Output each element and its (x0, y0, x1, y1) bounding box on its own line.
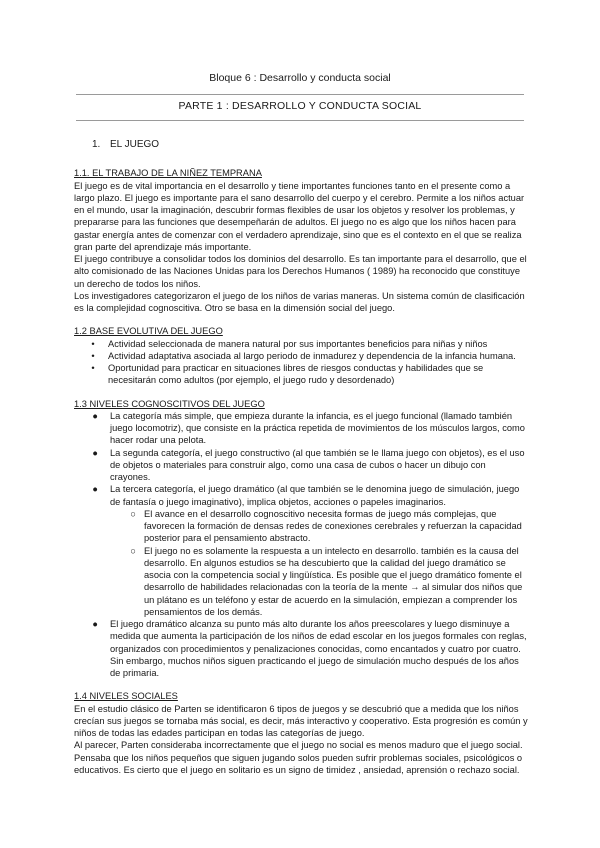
block-title: Bloque 6 : Desarrollo y conducta social (209, 72, 391, 84)
list-item: • Actividad adaptativa asociada al largo periodo de inmadurez y dependencia de la infancia humana. (74, 350, 528, 362)
cognitive-levels-list-continued (74, 618, 528, 679)
section-title: EL JUEGO (110, 139, 160, 150)
subsection-1-1-title: 1.1. EL TRABAJO DE LA NIÑEZ TEMPRANA (74, 168, 262, 179)
paragraph: En el estudio clásico de Parten se identificaron 6 tipos de juegos y se descubrió que a medida que los niños crecían sus juegos se tornaba más social, es decir, más interactivo y cooperativo. Esta progresión es común y niños de todas las edades participan en todas las categorías de juego. (74, 703, 528, 738)
list-item: ● El juego dramático alcanza su punto más alto durante los años preescolares y luego disminuye a medida que aumenta la participación de los niños de edad escolar en los juegos formales con reglas, organizados con procedimientos y penalizaciones conocidas, como encantados y cuatro por cuatro. Sin embargo, muchos niños siguen practicando el juego de simulación mucho después de los años de primaria. (74, 618, 528, 679)
paragraph: El juego es de vital importancia en el desarrollo y tiene importantes funciones tanto en el presente como a largo plazo. El juego es importante para el sano desarrollo del cuerpo y el cerebro. Permite a los niños actuar en el mundo, usar la imaginación, descubrir formas flexibles de usar los objetos y resolver los problemas, y prepararse para las funciones que desempeñarán de adultos. El juego no es algo que los niños hacen para gastar energía antes de comenzar con el verdadero aprendizaje, sino que es el contexto en el que se realiza gran parte del aprendizaje más importante. (74, 180, 525, 252)
dramatic-play-sublist (74, 508, 528, 618)
bullet-icon: ● (92, 410, 98, 421)
subsection-1-2-title: 1.2 BASE EVOLUTIVA DEL JUEGO (74, 326, 223, 337)
list-item: • Oportunidad para practicar en situaciones libres de riesgos conductas y habilidades que se necesitarán como adultos (por ejemplo, el juego rudo y desordenado) (74, 362, 528, 387)
bullet-icon: • (91, 338, 95, 349)
paragraph: Al parecer, Parten consideraba incorrectamente que el juego no social es menos maduro que el juego social. Pensaba que los niños pequeños que siguen jugando solos pueden sufrir problemas sociales, psicológicos o educativos. Es cierto que el juego en solitario es un signo de timidez , ansiedad, aprensión o rechazo social. (74, 740, 523, 775)
part-title: PARTE 1 : DESARROLLO Y CONDUCTA SOCIAL (178, 100, 422, 112)
bullet-icon: ● (92, 619, 98, 629)
bullet-icon: ● (92, 484, 98, 495)
section-number: 1. (92, 139, 101, 150)
top-divider (76, 94, 524, 95)
bullet-icon: • (91, 350, 95, 361)
circle-bullet-icon: ○ (130, 545, 136, 556)
bullet-icon: • (91, 363, 95, 373)
paragraph: Los investigadores categorizaron el juego de los niños de varias maneras. Un sistema común de clasificación es la complejidad cognoscitiva. Otro se basa en la dimensión social del juego. (74, 290, 525, 313)
document-body (74, 139, 528, 776)
cognitive-levels-list (74, 410, 528, 508)
section-heading (92, 139, 528, 151)
list-item: ● La segunda categoría, el juego constructivo (al que también se le llama juego con objetos), es el uso de objetos o materiales para construir algo, como una casa de cubos o hacer un dibujo con crayones. (74, 447, 528, 484)
evolutionary-base-list (74, 338, 528, 387)
paragraph: El juego contribuye a consolidar todos los dominios del desarrollo. Es tan importante para el desarrollo, que el alto comisionado de las Naciones Unidas para los Derechos Humanos ( 1989) ha reconocido que constituye un derecho de todos los niños. (74, 254, 527, 289)
sub-list-item: ○ El avance en el desarrollo cognoscitivo necesita formas de juego más complejas, que favorecen la formación de densas redes de conexiones cerebrales y refuerzan la capacidad posterior para el pensamiento abstracto. (74, 508, 528, 545)
sub-list-item: ○ El juego no es solamente la respuesta a un intelecto en desarrollo. también es la causa del desarrollo. En algunos estudios se ha descubierto que la calidad del juego dramático se asocia con la competencia social y lingüística. Es posible que el juego dramático fomente el desarrollo de habilidades relacionadas con la teoría de la mente → al simular dos niños que un plátano es un teléfono y estar de acuerdo en la simulación, empiezan a comprender los pensamientos de los demás. (74, 545, 528, 619)
list-item: ● La categoría más simple, que empieza durante la infancia, es el juego funcional (llamado también juego locomotriz), que consiste en la práctica repetida de movimientos de los músculos largos, como hacer rodar una pelota. (74, 410, 528, 447)
bottom-divider (76, 120, 524, 121)
list-item: ● La tercera categoría, el juego dramático (al que también se le denomina juego de simulación, juego de fantasía o juego imaginativo), implica objetos, acciones o papeles imaginarios. (74, 483, 528, 508)
subsection-1-3-title: 1.3 NIVELES COGNOSCITIVOS DEL JUEGO (74, 398, 265, 409)
list-item: • Actividad seleccionada de manera natural por sus importantes beneficios para niñas y niños (74, 338, 528, 350)
bullet-icon: ● (92, 447, 98, 458)
circle-bullet-icon: ○ (130, 508, 136, 519)
subsection-1-4-title: 1.4 NIVELES SOCIALES (74, 691, 178, 702)
